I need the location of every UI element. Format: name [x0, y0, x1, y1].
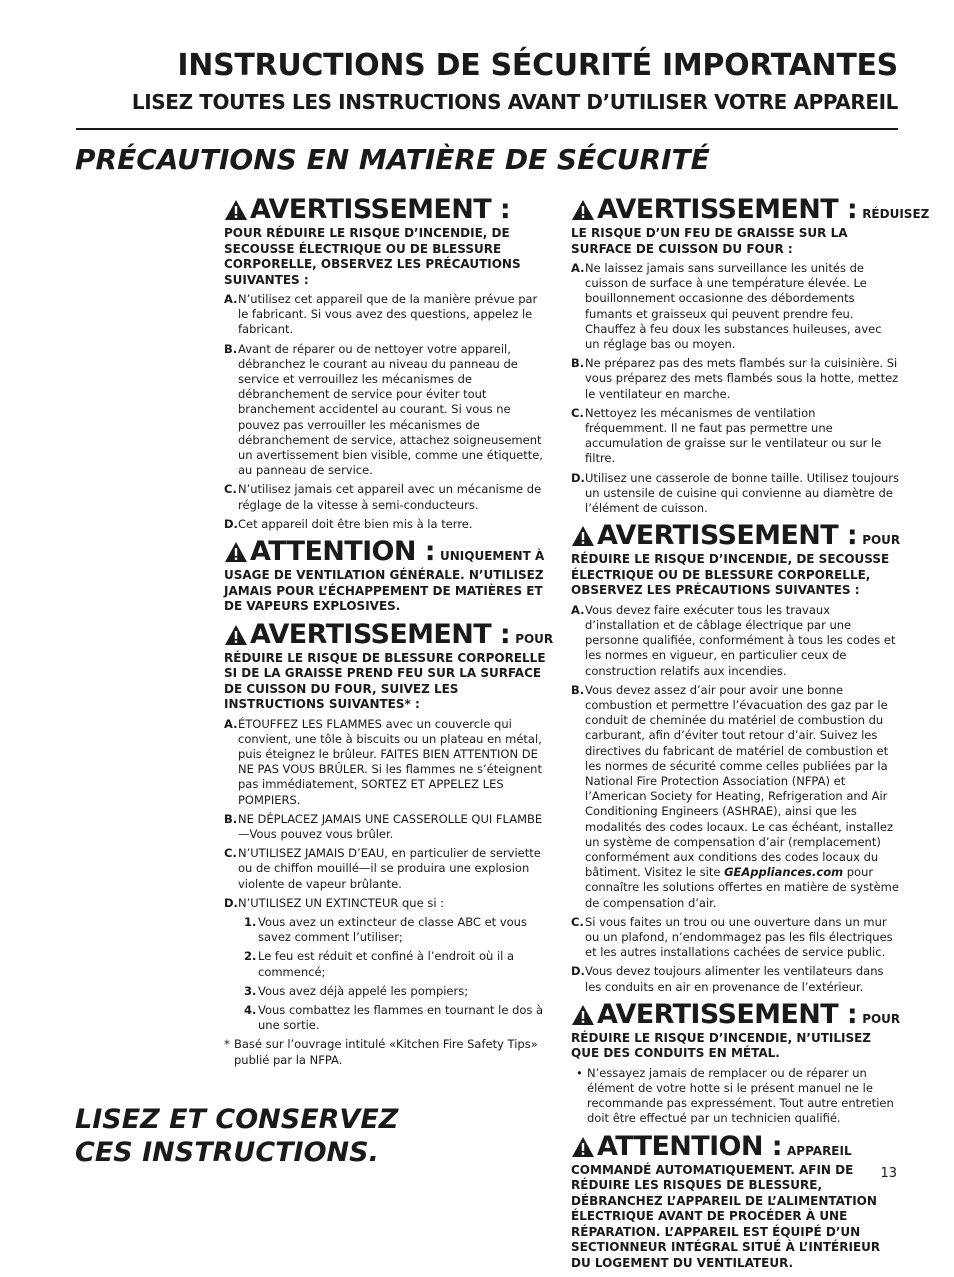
- list-item: [224, 292, 551, 338]
- attention-lead: USAGE DE VENTILATION GÉNÉRALE. N’UTILISEZ JAMAIS POUR L’ÉCHAPPEMENT DE MATIÈRES ET DE VAPEURS EXPLOSIVES.: [224, 568, 544, 614]
- list-item: [224, 717, 551, 808]
- warning-heading: [571, 522, 899, 550]
- left-column: [224, 194, 554, 1074]
- item-text: N’UTILISEZ JAMAIS D’EAU, en particulier de serviette ou de chiffon mouillé—il se produira une explosion violente de vapeur brûlante.: [238, 846, 541, 891]
- item-text: Utilisez une casserole de bonne taille. Utilisez toujours un ustensile de cuisine qui convienne au diamètre de l’élément de cuisson.: [585, 470, 899, 516]
- heading-tail: POUR: [862, 1011, 901, 1026]
- warning-triangle-icon: [224, 541, 248, 566]
- item-letter: C.: [224, 482, 237, 497]
- warning-lead: POUR RÉDUIRE LE RISQUE D’INCENDIE, DE SECOUSSE ÉLECTRIQUE OU DE BLESSURE CORPORELLE, OBSERVEZ LES PRÉCAUTIONS SUIVANTES :: [224, 226, 521, 287]
- page-title: INSTRUCTIONS DE SÉCURITÉ IMPORTANTES: [177, 48, 898, 83]
- item-text: NE DÉPLACEZ JAMAIS UNE CASSEROLLE QUI FLAMBE—Vous pouvez vous brûler.: [238, 811, 543, 841]
- item-letter: A.: [224, 292, 238, 306]
- warning-lead: RÉDUIRE LE RISQUE DE BLESSURE CORPORELLE SI DE LA GRAISSE PREND FEU SUR LA SURFACE DE CUISSON DU FOUR, SUIVEZ LES INSTRUCTIONS SUIVANTES* :: [224, 650, 546, 712]
- warning-lead: RÉDUIRE LE RISQUE D’INCENDIE, N’UTILISEZ QUE DES CONDUITS EN MÉTAL.: [571, 1030, 871, 1061]
- footnote-text: Basé sur l’ouvrage intitulé «Kitchen Fire Safety Tips» publié par la NFPA.: [234, 1037, 538, 1067]
- heading-tail: POUR: [515, 631, 554, 646]
- attention-heading: [224, 538, 551, 566]
- bullet-mark: •: [576, 1065, 583, 1080]
- item-text: Vous devez faire exécuter tous les travaux d’installation et de câblage électrique par une personne qualifiée, conformément à tous les codes et les normes en vigueur, en particulier ceux de construction relatifs aux incendies.: [585, 602, 896, 678]
- warning-heading: [224, 618, 554, 650]
- attention-heading: [571, 1130, 899, 1162]
- list-item: [224, 517, 551, 532]
- save-heading-line: LISEZ ET CONSERVEZ: [75, 1104, 399, 1135]
- item-text: Cet appareil doit être bien mis à la terre.: [238, 516, 473, 531]
- warning-block-installation: [571, 522, 899, 995]
- warning-word: AVERTISSEMENT :: [250, 618, 511, 650]
- page-subtitle: LISEZ TOUTES LES INSTRUCTIONS AVANT D’UTILISER VOTRE APPAREIL: [131, 90, 898, 114]
- list-item: [571, 406, 899, 467]
- warning-word: AVERTISSEMENT :: [597, 520, 858, 552]
- item-text: Nettoyez les mécanismes de ventilation fréquemment. Il ne faut pas permettre une accumulation de graisse sur le ventilateur ou sur le filtre.: [585, 405, 882, 466]
- item-text: Ne préparez pas des mets flambés sur la cuisinière. Si vous préparez des mets flambés sous la hotte, mettez le ventilateur en marche.: [585, 356, 899, 401]
- list-item: [224, 846, 551, 892]
- list-item: [224, 896, 551, 911]
- right-column: [571, 194, 930, 1277]
- page-number: 13: [880, 1166, 897, 1181]
- item-letter: B.: [224, 341, 238, 356]
- attention-block-ventilation: [224, 538, 551, 615]
- heading-tail: RÉDUISEZ: [862, 207, 930, 221]
- item-letter: D.: [224, 516, 238, 531]
- item-letter: C.: [224, 846, 237, 861]
- bullet-item: [571, 1066, 899, 1127]
- attention-word: ATTENTION :: [250, 536, 435, 568]
- item-letter: A.: [571, 602, 585, 617]
- warning-triangle-icon: [571, 199, 595, 224]
- item-letter: D.: [571, 470, 585, 485]
- item-letter: A.: [571, 261, 585, 275]
- item-text: Si vous faites un trou ou une ouverture dans un mur ou un plafond, n’endommagez pas les fils électriques et les autres installations cachées de service public.: [585, 914, 893, 960]
- footnote: [224, 1037, 551, 1067]
- item-letter: B.: [224, 811, 238, 826]
- warning-block-grease-fire: [224, 618, 554, 1068]
- sub-item-number: 3.: [244, 983, 257, 998]
- item-letter: A.: [224, 716, 238, 731]
- item-letter: B.: [571, 682, 585, 697]
- warning-triangle-icon: [571, 525, 595, 550]
- item-letter: D.: [224, 895, 238, 910]
- heading-tail: APPAREIL: [787, 1143, 852, 1158]
- list-item: [571, 603, 899, 679]
- list-item: [224, 812, 551, 842]
- list-item: [571, 964, 899, 994]
- section-heading: PRÉCAUTIONS EN MATIÈRE DE SÉCURITÉ: [75, 143, 710, 176]
- sub-item-text: Le feu est réduit et confiné à l’endroit où il a commencé;: [258, 949, 515, 979]
- warning-heading: [571, 194, 930, 225]
- warning-word: AVERTISSEMENT :: [597, 194, 858, 225]
- warning-lead: LE RISQUE D’UN FEU DE GRAISSE SUR LA SURFACE DE CUISSON DU FOUR :: [571, 226, 848, 256]
- heading-tail: POUR: [862, 533, 901, 548]
- heading-tail: UNIQUEMENT À: [440, 549, 545, 564]
- item-text: Ne laissez jamais sans surveillance les unités de cuisson de surface à une température élevée. Le bouillonnement occasionne des débordements fumants et graisseux qui peuvent prendre feu. Chauffez à feu doux les substances huileuses, avec un réglage bas ou moyen.: [585, 261, 882, 352]
- sub-item-number: 1.: [244, 914, 257, 929]
- sub-item-text: Vous avez déjà appelé les pompiers;: [258, 983, 469, 998]
- item-letter: C.: [571, 914, 584, 929]
- item-text: Vous devez toujours alimenter les ventilateurs dans les conduits en air en provenance de l’extérieur.: [585, 964, 884, 994]
- sub-item-text: Vous combattez les flammes en tournant le dos à une sortie.: [258, 1003, 544, 1033]
- sub-list-item: [224, 915, 551, 945]
- warning-triangle-icon: [571, 1004, 595, 1029]
- item-letter: D.: [571, 964, 585, 979]
- warning-word: AVERTISSEMENT :: [250, 194, 511, 225]
- warning-lead: RÉDUIRE LE RISQUE D’INCENDIE, DE SECOUSSE ÉLECTRIQUE OU DE BLESSURE CORPORELLE, OBSERVEZ LES PRÉCAUTIONS SUIVANTES :: [571, 552, 890, 598]
- list-item: [224, 342, 551, 479]
- footnote-mark: *: [224, 1037, 230, 1052]
- sub-item-number: 2.: [244, 949, 257, 964]
- warning-block-general: [224, 196, 551, 532]
- warning-block-metal-ducts: [571, 998, 901, 1127]
- list-item: [571, 471, 899, 517]
- bullet-text: N’essayez jamais de remplacer ou de réparer un élément de votre hotte si le présent manuel ne le recommande pas expressément. Tout autre entretien doit être effectué par un technicien qualifié.: [587, 1065, 894, 1126]
- sub-list-item: [224, 949, 551, 979]
- item-text: N’utilisez cet appareil que de la manière prévue par le fabricant. Si vous avez des questions, appelez le fabricant.: [238, 292, 538, 337]
- sub-item-text: Vous avez un extincteur de classe ABC et vous savez comment l’utiliser;: [258, 914, 527, 945]
- attention-block-auto: [571, 1130, 899, 1272]
- header-divider: [76, 128, 898, 130]
- list-item: [571, 683, 899, 911]
- warning-triangle-icon: [224, 624, 248, 649]
- attention-lead: COMMANDÉ AUTOMATIQUEMENT. AFIN DE RÉDUIRE LES RISQUES DE BLESSURE, DÉBRANCHEZ L’APPAREIL DE L’ALIMENTATION ÉLECTRIQUE AVANT DE PROCÉDER À UNE RÉPARATION. L’APPAREIL EST ÉQUIPÉ D’UN SECTIONNEUR INTÉGRAL SITUÉ À L’INTÉRIEUR DU LOGEMENT DU VENTILATEUR.: [571, 1162, 881, 1270]
- item-text: N’UTILISEZ UN EXTINCTEUR que si :: [238, 895, 445, 910]
- warning-heading: [571, 998, 901, 1030]
- list-item: [571, 261, 899, 352]
- warning-heading: [224, 196, 551, 224]
- warning-triangle-icon: [571, 1136, 595, 1161]
- item-text: N’utilisez jamais cet appareil avec un mécanisme de réglage de la vitesse à semi-conducteurs.: [238, 482, 542, 512]
- warning-word: AVERTISSEMENT :: [597, 998, 858, 1030]
- save-heading-line: CES INSTRUCTIONS.: [75, 1137, 379, 1168]
- item-text: Avant de réparer ou de nettoyer votre appareil, débranchez le courant au niveau du panneau de service et verrouillez les mécanismes de débranchement de service pour éviter tout branchement accidentel au courant. Si vous ne pouvez pas verrouiller les mécanismes de débranchement de service, attachez soigneusement un avertissement bien visible, comme une étiquette, au panneau de service.: [238, 341, 543, 478]
- attention-word: ATTENTION :: [597, 1130, 782, 1162]
- sub-list-item: [224, 984, 551, 999]
- item-letter: B.: [571, 356, 585, 371]
- website-link[interactable]: GEAppliances.com: [724, 865, 844, 880]
- list-item: [571, 356, 899, 402]
- warning-triangle-icon: [224, 199, 248, 224]
- item-text: ÉTOUFFEZ LES FLAMMES avec un couvercle qui convient, une tôle à biscuits ou un plateau en métal, puis éteignez le brûleur. FAITES BIEN ATTENTION DE NE PAS VOUS BRÛLER. Si les flammes ne s’éteignent pas immédiatement, SORTEZ ET APPELEZ LES POMPIERS.: [238, 716, 542, 807]
- list-item: [571, 915, 899, 961]
- item-text: Vous devez assez d’air pour avoir une bonne combustion et permettre l’évacuation des gaz par le conduit de cheminée du matériel de combustion du carburant, afin d’éviter tout retour d’air. Suivez les directives du fabricant de matériel de combustion et les normes de sécurité comme celles publiées par la National Fire Protection Association (NFPA) et l’American Society for Heating, Refrigeration and Air Conditioning Engineers (ASHRAE), ainsi que les modalités des codes locaux. Le cas échéant, installez un système de compensation d’air (remplacement) conformément aux conditions des codes locaux du bâtiment. Visitez le site: [585, 682, 894, 880]
- list-item: [224, 482, 551, 512]
- item-letter: C.: [571, 405, 584, 420]
- save-instructions-heading: [75, 1103, 398, 1169]
- item-text: pour connaître les solutions offertes en matière de système de compensation d’air.: [585, 865, 899, 910]
- sub-list-item: [224, 1003, 551, 1033]
- warning-block-grease-risk: [571, 194, 930, 516]
- sub-item-number: 4.: [244, 1003, 257, 1017]
